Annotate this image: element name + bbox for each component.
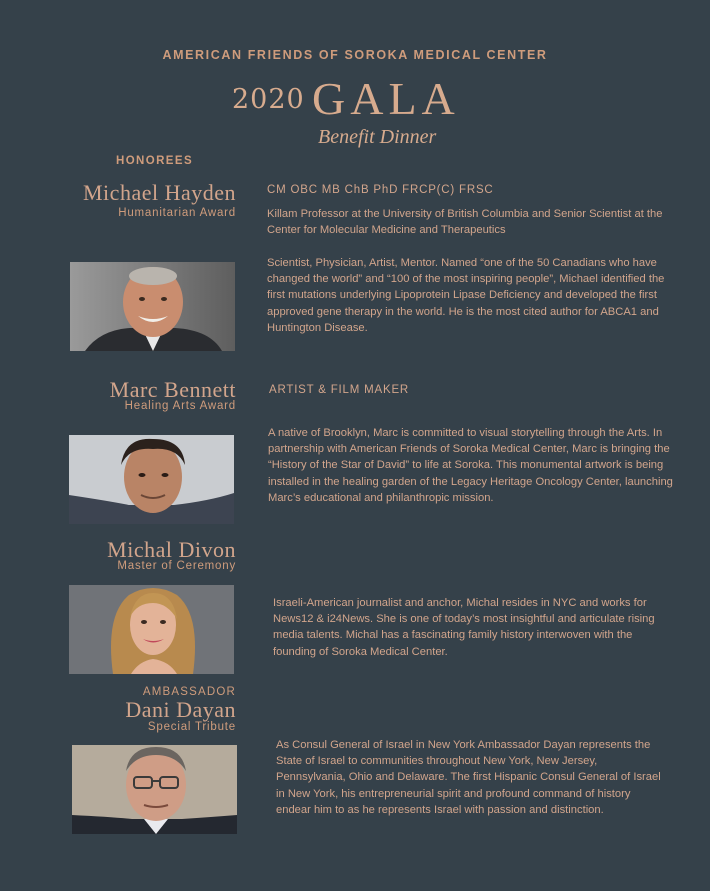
portrait-hayden [70,262,235,351]
honoree-credentials-hayden: CM OBC MB ChB PhD FRCP(C) FRSC [267,184,494,196]
portrait-divon [69,585,234,674]
honoree-award-divon: Master of Ceremony [117,560,236,572]
honoree-award-hayden: Humanitarian Award [118,207,236,219]
honoree-credentials-bennett: ARTIST & FILM MAKER [269,384,410,396]
honoree-award-dayan: Special Tribute [147,721,236,733]
honoree-photo-dayan [72,745,237,834]
honoree-bio-divon: Israeli-American journalist and anchor, Michal resides in NYC and works for News12 & i24News. She is one of today’s most insightful and articulate rising media talents. Michal has a fascinating family history interwoven with the founding of Soroka Medical Center. [273,597,655,658]
event-year: 2020 [232,84,305,115]
honoree-name-divon: Michal Divon [107,537,236,562]
organization-title: AMERICAN FRIENDS OF SOROKA MEDICAL CENTER [162,48,548,62]
portrait-dayan [72,745,237,834]
event-subtitle: Benefit Dinner [318,126,437,148]
honoree-name-dayan: Dani Dayan [125,697,236,722]
honoree-bio-hayden-1: Killam Professor at the University of British Columbia and Senior Scientist at the Center for Molecular Medicine and Therapeutics [267,208,663,237]
honoree-photo-bennett [69,435,234,524]
honoree-title-dayan: AMBASSADOR [142,686,236,698]
honoree-name-hayden: Michael Hayden [83,180,236,205]
honoree-photo-divon [69,585,234,674]
event-title: GALA [312,73,460,124]
portrait-bennett [69,435,234,524]
honoree-name-bennett: Marc Bennett [109,377,236,402]
honoree-photo-hayden [70,262,235,351]
section-heading: HONOREES [116,155,194,167]
honoree-bio-bennett: A native of Brooklyn, Marc is committed to visual storytelling through the Arts. In partnership with American Friends of Soroka Medical Center, Marc is bringing the “History of the Star of David” to life at Soroka. This monumental artwork is being installed in the healing garden of the Legacy Heritage Oncology Center, launching Marc’s educational and philanthropic mission. [268,427,673,504]
honoree-award-bennett: Healing Arts Award [124,400,236,412]
honoree-bio-dayan: As Consul General of Israel in New York Ambassador Dayan represents the State of Israel to communities throughout New York, New Jersey, Pennsylvania, Ohio and Delaware. The first Hispanic Consul General of Israel in New York, his entrepreneurial spirit and profound command of history endear him to as he represents Israel with passion and distinction. [276,739,661,816]
honoree-bio-hayden-2: Scientist, Physician, Artist, Mentor. Named “one of the 50 Canadians who have changed the world” and “100 of the most inspiring people”, Michael identified the first mutations underlying Lipoprotein Lipase Deficiency and developed the first approved gene therapy in the world. He is the most cited author for ABCA1 and Huntington Disease. [267,257,665,334]
